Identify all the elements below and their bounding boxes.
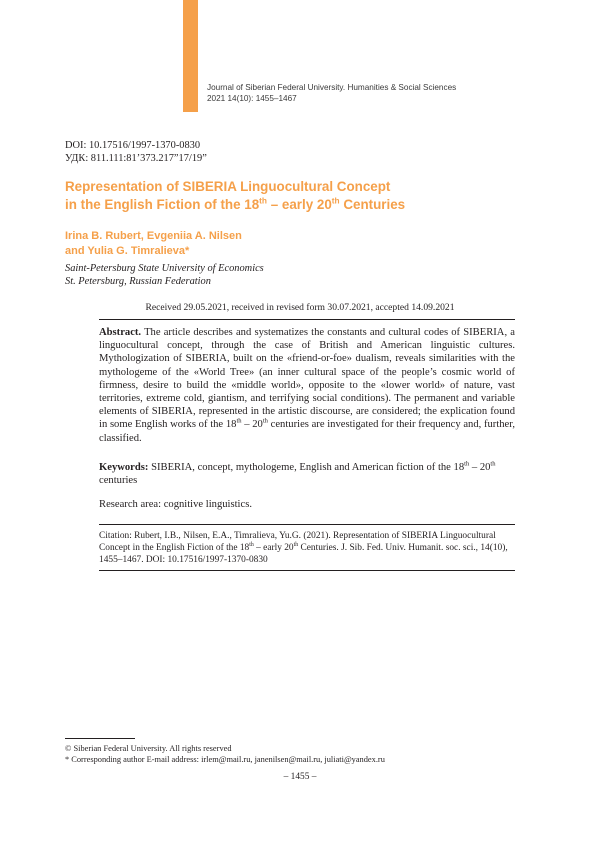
keywords bbox=[99, 461, 515, 487]
copyright-note: © Siberian Federal University. All rights reserved bbox=[65, 744, 232, 753]
citation-text: Centuries. J. Sib. Fed. Univ. Humanit. soc. sci., 14(10), 1455–1467. DOI: 10.17516/1997-1370-0830 bbox=[99, 543, 508, 565]
doi: DOI: 10.17516/1997-1370-0830 bbox=[65, 140, 201, 151]
keywords-text: SIBERIA, concept, mythologeme, English and American fiction of the 18 bbox=[148, 462, 465, 473]
title-text: in the English Fiction of the 18 bbox=[65, 197, 260, 212]
abstract-text: centuries are investigated for their frequency and, further, classified. bbox=[99, 419, 516, 444]
abstract-sup: th bbox=[236, 417, 242, 425]
udk: УДК: 811.111:81’373.217”17/19” bbox=[65, 153, 207, 164]
authors bbox=[65, 229, 365, 259]
divider bbox=[99, 524, 515, 525]
title-sup: th bbox=[331, 195, 340, 206]
received-dates: Received 29.05.2021, received in revised form 30.07.2021, accepted 14.09.2021 bbox=[145, 302, 455, 313]
keywords-text: – 20 bbox=[469, 462, 491, 473]
identifiers bbox=[65, 139, 207, 165]
keywords-sup: th bbox=[464, 460, 470, 468]
title-sup: th bbox=[259, 195, 268, 206]
abstract-text: – 20 bbox=[241, 419, 263, 431]
journal-volume: 2021 14(10): 1455–1467 bbox=[207, 94, 297, 103]
title-text: Centuries bbox=[339, 197, 406, 212]
affiliation-line-2: St. Petersburg, Russian Federation bbox=[65, 276, 211, 287]
keywords-sup: th bbox=[490, 460, 496, 468]
authors-line-1: Irina B. Rubert, Evgeniia A. Nilsen bbox=[65, 230, 242, 242]
corresponding-author-note: * Corresponding author E-mail address: irlem@mail.ru, janenilsen@mail.ru, juliati@yandex.ru bbox=[65, 755, 385, 764]
citation-sup: th bbox=[249, 541, 254, 548]
footnotes bbox=[65, 743, 385, 765]
page-number: – 1455 – bbox=[283, 772, 317, 782]
divider bbox=[99, 570, 515, 571]
accent-bar bbox=[183, 0, 198, 112]
article-title bbox=[65, 178, 535, 214]
footnote-divider bbox=[65, 738, 135, 739]
authors-line-2: and Yulia G. Timralieva* bbox=[65, 245, 190, 257]
citation-sup: th bbox=[293, 541, 299, 548]
keywords-text: centuries bbox=[99, 475, 138, 487]
abstract-label: Abstract. bbox=[99, 327, 142, 338]
title-line-2 bbox=[65, 196, 535, 214]
journal-name: Journal of Siberian Federal University. Humanities & Social Sciences bbox=[207, 83, 457, 92]
divider bbox=[99, 319, 515, 320]
abstract-sup: th bbox=[262, 417, 268, 425]
title-text: – early 20 bbox=[267, 197, 332, 212]
abstract bbox=[99, 326, 515, 445]
title-line-1: Representation of SIBERIA Linguocultural Concept bbox=[65, 179, 391, 194]
citation-text: – early 20 bbox=[253, 543, 294, 553]
keywords-label: Keywords: bbox=[99, 462, 149, 473]
research-area: Research area: cognitive linguistics. bbox=[99, 499, 252, 510]
citation bbox=[99, 530, 515, 566]
citation-text: Citation: Rubert, I.B., Nilsen, E.A., Timralieva, Yu.G. (2021). Representation of SIBERIA Linguocultural Concept in the English Fiction of the 18 bbox=[99, 531, 496, 553]
affiliation-line-1: Saint-Petersburg State University of Economics bbox=[65, 263, 264, 274]
abstract-text: The article describes and systematizes the constants and cultural codes of SIBERIA, a linguocultural concept, through the case of British and American linguistic cultures. Mythologization of SIBERIA, built on the «friend-or-foe» dualism, reveals similarities with the mythologeme of the «World Tree» (an inner cultural space of the people’s cosmic world of firmness, desire to build the «middle world», opposite to the «lower world» of nature, vast territories, extreme cold, giantism, and terrifying social conditions). The permanent and variable elements of SIBERIA, represented in the artistic discourse, are considered; the explication found in some English works of the 18 bbox=[99, 327, 515, 431]
journal-header bbox=[207, 82, 537, 104]
affiliation bbox=[65, 262, 264, 288]
